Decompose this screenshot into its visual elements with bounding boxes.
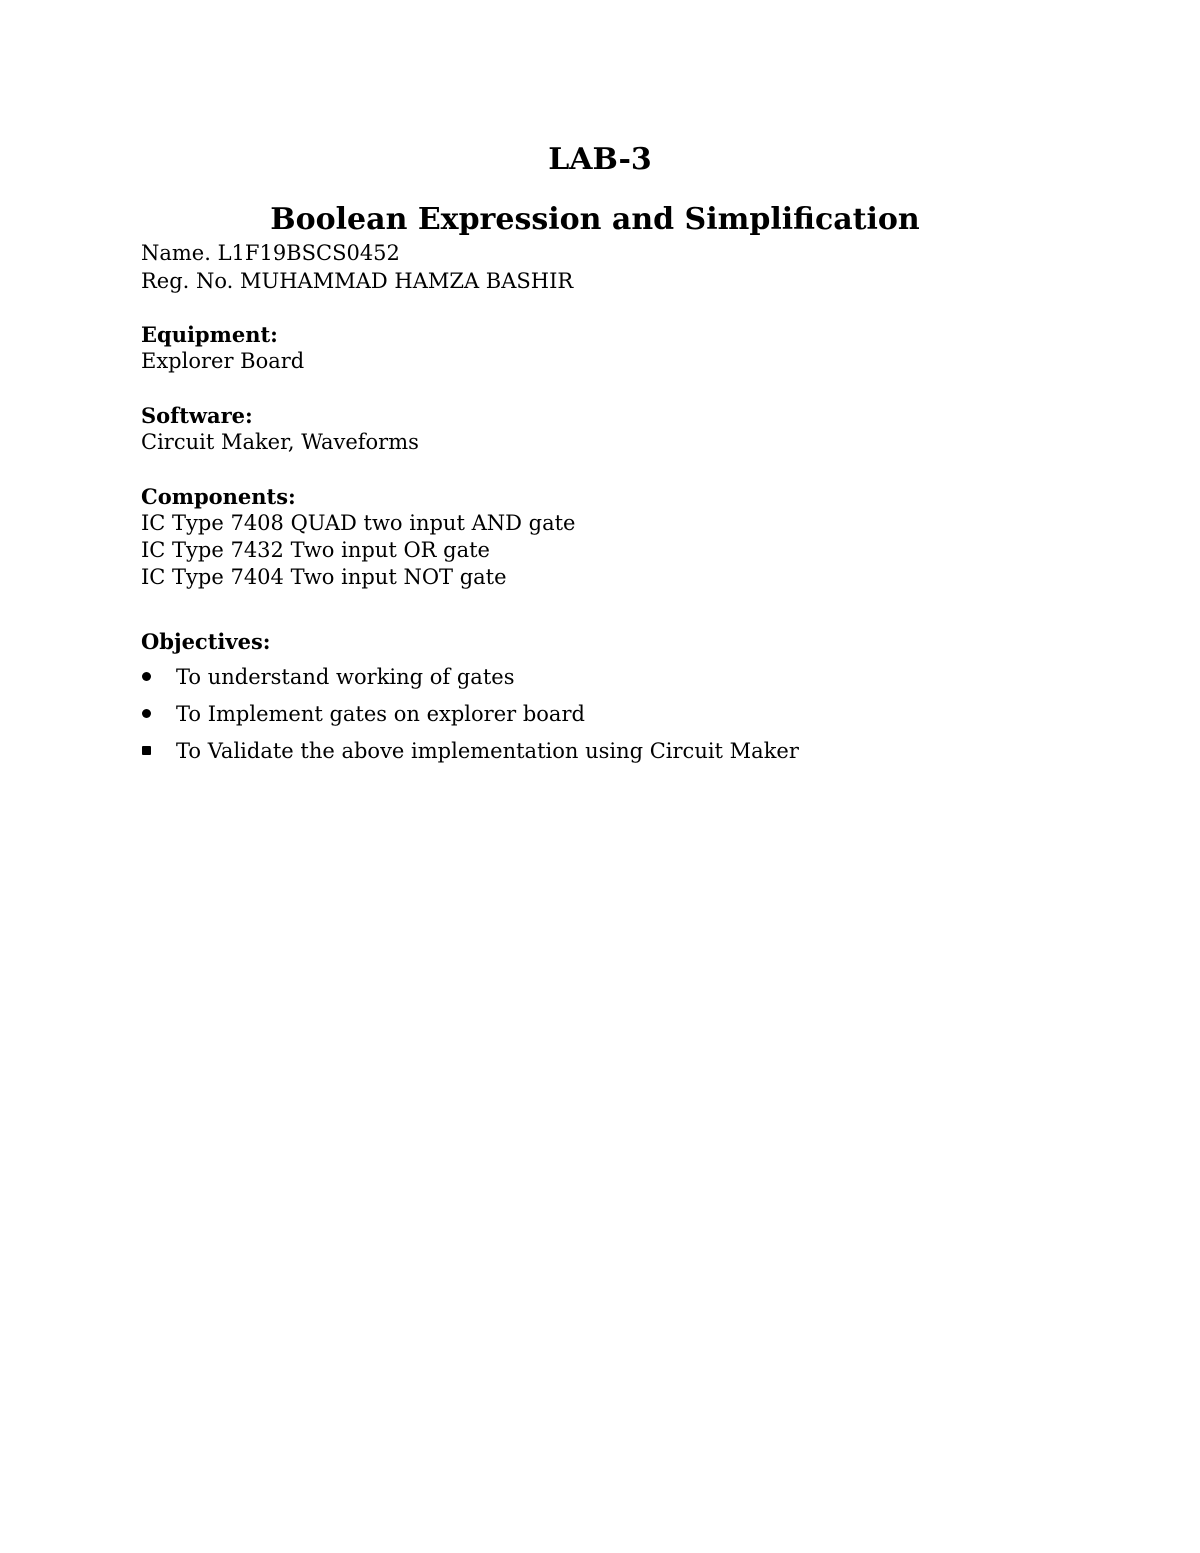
bullet-icon [142, 746, 151, 755]
document-title: Boolean Expression and Simplification [270, 202, 920, 237]
equipment-label: Equipment: [141, 322, 278, 347]
equipment-value: Explorer Board [141, 349, 305, 373]
component-item: IC Type 7432 Two input OR gate [141, 538, 490, 562]
software-label: Software: [141, 403, 253, 428]
component-item: IC Type 7408 QUAD two input AND gate [141, 511, 576, 535]
bullet-icon [142, 672, 151, 681]
objectives-label: Objectives: [141, 629, 271, 654]
bullet-icon [142, 709, 151, 718]
lab-title: LAB-3 [548, 142, 652, 177]
list-item [141, 738, 799, 775]
components-label: Components: [141, 484, 296, 509]
list-item [141, 664, 799, 701]
objective-text: To Implement gates on explorer board [176, 702, 585, 726]
objective-text: To Validate the above implementation using Circuit Maker [176, 739, 799, 763]
objective-text: To understand working of gates [176, 665, 515, 689]
student-name-line: Name. L1F19BSCS0452 [141, 241, 400, 265]
software-value: Circuit Maker, Waveforms [141, 430, 419, 454]
registration-line: Reg. No. MUHAMMAD HAMZA BASHIR [141, 269, 574, 293]
objectives-list [141, 664, 799, 775]
list-item [141, 701, 799, 738]
component-item: IC Type 7404 Two input NOT gate [141, 565, 507, 589]
